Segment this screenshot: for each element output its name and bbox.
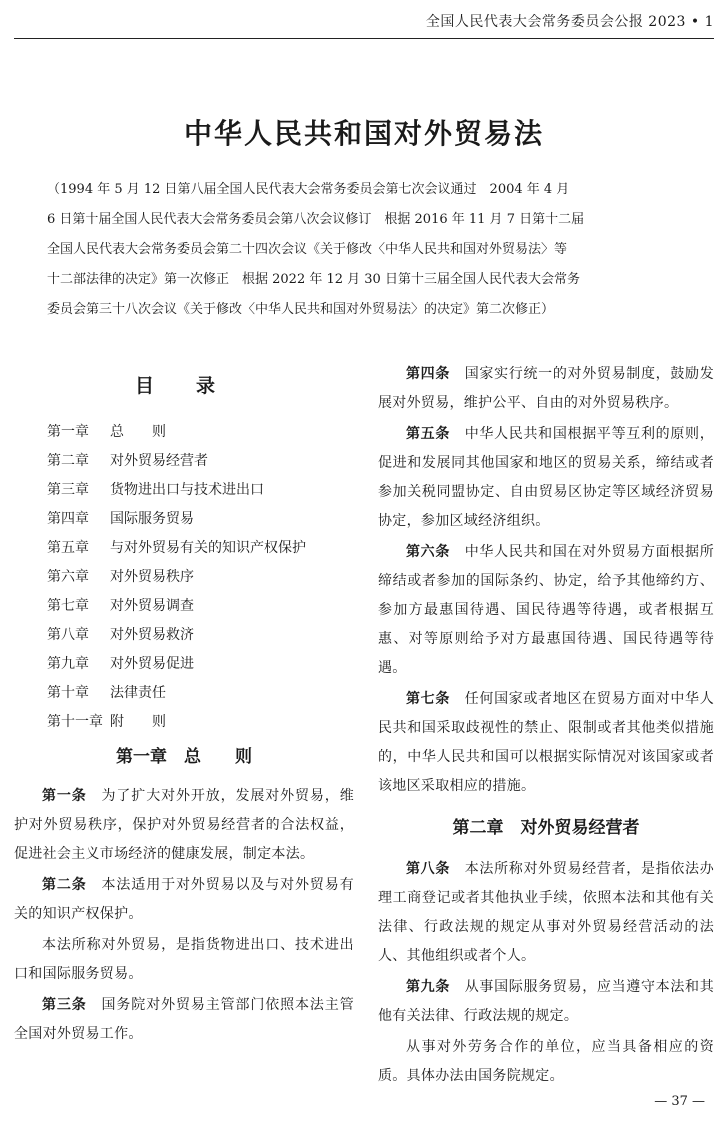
page-number: — 37 — (654, 1094, 705, 1109)
article-label: 第二条 (42, 877, 87, 893)
article-label: 第三条 (42, 997, 87, 1013)
toc-title: 目录 (134, 375, 257, 397)
article-label: 第四条 (406, 366, 451, 382)
toc-chapter-label: 对外贸易经营者 (110, 453, 208, 469)
page-header (14, 0, 714, 39)
header-text: 全国人民代表大会常务委员会公报 2023 • 1 (425, 14, 714, 30)
article-4 (378, 360, 714, 418)
article-text: 本法所称对外贸易经营者，是指依法办理工商登记或者其他执业手续，依照本法和其他有关法律、行政法规的规定从事对外贸易经营活动的法人、其他组织或者个人。 (378, 861, 714, 964)
article-5 (378, 420, 714, 536)
law-title: 中华人民共和国对外贸易法 (183, 117, 544, 150)
toc-item (14, 563, 354, 592)
preamble-line: 6 日第十届全国人民代表大会常务委员会第八次会议修订 根据 2016 年 11 月 7 日第十二届 (47, 212, 585, 227)
toc-item (14, 621, 354, 650)
toc-chapter-label: 总 则 (110, 424, 166, 440)
article-6 (378, 538, 714, 683)
toc-chapter-label: 对外贸易促进 (110, 656, 194, 672)
article-text: 国家实行统一的对外贸易制度，鼓励发展对外贸易，维护公平、自由的对外贸易秩序。 (378, 366, 714, 411)
toc-chapter-number: 第一章 (47, 424, 89, 440)
toc-chapter-label: 国际服务贸易 (110, 511, 194, 527)
toc-chapter-number: 第九章 (47, 656, 89, 672)
article-text: 从事国际服务贸易，应当遵守本法和其他有关法律、行政法规的规定。 (378, 979, 714, 1024)
article-text: 中华人民共和国在对外贸易方面根据所缔结或者参加的国际条约、协定，给予其他缔约方、参加方最惠国待遇、国民待遇等待遇，或者根据互惠、对等原则给予对方最惠国待遇、国民待遇等待遇。 (378, 544, 714, 676)
left-column (14, 360, 354, 1051)
preamble-line: （1994 年 5 月 12 日第八届全国人民代表大会常务委员会第七次会议通过 2004 年 4 月 (47, 182, 570, 197)
toc-item (14, 447, 354, 476)
toc-chapter-number: 第五章 (47, 540, 89, 556)
toc-chapter-number: 第七章 (47, 598, 89, 614)
article-text: 国务院对外贸易主管部门依照本法主管全国对外贸易工作。 (14, 997, 354, 1042)
chapter-1-title: 第一章 总 则 (116, 747, 252, 767)
preamble-line: 委员会第三十八次会议《关于修改〈中华人民共和国对外贸易法〉的决定》第二次修正） (47, 302, 555, 317)
toc-item (14, 679, 354, 708)
article-text: 本法适用于对外贸易以及与对外贸易有关的知识产权保护。 (14, 877, 354, 922)
article-8 (378, 855, 714, 971)
article-text: 为了扩大对外开放，发展对外贸易，维护对外贸易秩序，保护对外贸易经营者的合法权益，促进社会主义市场经济的健康发展，制定本法。 (14, 788, 354, 862)
article-text: 任何国家或者地区在贸易方面对中华人民共和国采取歧视性的禁止、限制或者其他类似措施的，中华人民共和国可以根据实际情况对该国家或者该地区采取相应的措施。 (378, 691, 714, 794)
article-1 (14, 782, 354, 869)
article-label: 第一条 (42, 788, 87, 804)
toc-chapter-number: 第十章 (47, 685, 89, 701)
toc-chapter-number: 第六章 (47, 569, 89, 585)
preamble-line: 全国人民代表大会常务委员会第二十四次会议《关于修改〈中华人民共和国对外贸易法〉等 (47, 242, 568, 257)
article-label: 第五条 (406, 426, 451, 442)
toc-chapter-label: 附 则 (110, 714, 166, 730)
article-2-paragraph: 本法所称对外贸易，是指货物进出口、技术进出口和国际服务贸易。 (14, 937, 354, 982)
preamble-line: 十二部法律的决定》第一次修正 根据 2022 年 12 月 30 日第十三届全国人民代表大会常务 (47, 272, 580, 287)
preamble (47, 175, 689, 325)
article-9-paragraph: 从事对外劳务合作的单位，应当具备相应的资质。具体办法由国务院规定。 (378, 1039, 714, 1084)
toc-chapter-label: 对外贸易调查 (110, 598, 194, 614)
toc-chapter-label: 法律责任 (110, 685, 166, 701)
toc-chapter-label: 货物进出口与技术进出口 (110, 482, 264, 498)
toc-chapter-number: 第三章 (47, 482, 89, 498)
toc-chapter-label: 对外贸易救济 (110, 627, 194, 643)
toc-item (14, 708, 354, 737)
article-label: 第六条 (406, 544, 451, 560)
article-label: 第七条 (406, 691, 451, 707)
toc-chapter-number: 第四章 (47, 511, 89, 527)
toc-chapter-label: 与对外贸易有关的知识产权保护 (110, 540, 306, 556)
toc-chapter-label: 对外贸易秩序 (110, 569, 194, 585)
article-label: 第九条 (406, 979, 451, 995)
toc-chapter-number: 第十一章 (47, 714, 103, 730)
article-3 (14, 991, 354, 1049)
article-7 (378, 685, 714, 801)
article-9 (378, 973, 714, 1031)
toc-chapter-number: 第二章 (47, 453, 89, 469)
toc-chapter-number: 第八章 (47, 627, 89, 643)
toc-item (14, 505, 354, 534)
toc-item (14, 650, 354, 679)
right-column (378, 360, 714, 1093)
article-2 (14, 871, 354, 929)
toc-item (14, 534, 354, 563)
article-text: 中华人民共和国根据平等互利的原则，促进和发展同其他国家和地区的贸易关系，缔结或者参加关税同盟协定、自由贸易区协定等区域经济贸易协定，参加区域经济组织。 (378, 426, 714, 529)
chapter-2-title: 第二章 对外贸易经营者 (452, 818, 640, 838)
toc-item (14, 592, 354, 621)
article-label: 第八条 (406, 861, 451, 877)
toc-item (14, 418, 354, 447)
toc-item (14, 476, 354, 505)
